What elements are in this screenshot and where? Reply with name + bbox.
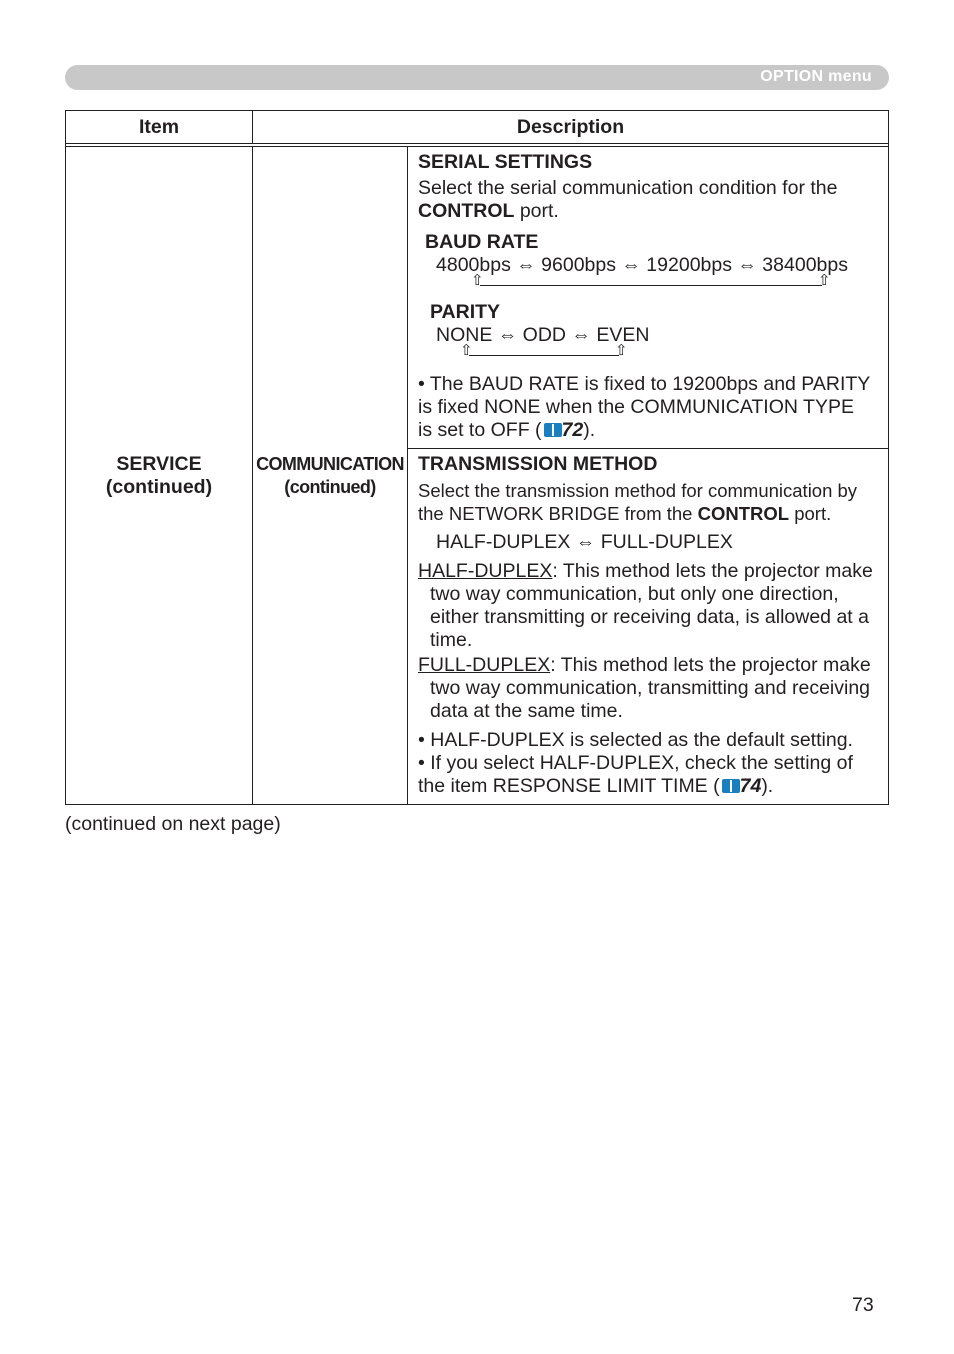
serial-settings-note: • The BAUD RATE is fixed to 19200bps and PARITY is fixed NONE when the COMMUNICATION TYPE is set to OFF ( 72). bbox=[418, 373, 871, 441]
parity-title: PARITY bbox=[430, 301, 501, 323]
baud-rate-title: BAUD RATE bbox=[425, 231, 539, 253]
column-header-description: Description bbox=[253, 111, 889, 144]
transmission-method-intro: Select the transmission method for communication by the NETWORK BRIDGE from the CONTROL port. bbox=[418, 480, 858, 524]
item-name: SERVICE bbox=[116, 452, 202, 475]
section-header-label: OPTION menu bbox=[760, 68, 872, 85]
half-duplex-definition: HALF-DUPLEX: This method lets the projector make two way communication, but only one direction, either transmitting or receiving data, is allowed at a time. bbox=[418, 560, 873, 651]
up-arrow-icon: ⇧ bbox=[471, 272, 484, 289]
subitem-name-continued: (continued) bbox=[284, 476, 376, 497]
table-header-row bbox=[66, 111, 889, 144]
page-reference-link[interactable]: 74 bbox=[739, 775, 762, 797]
page-reference-link[interactable]: 72 bbox=[561, 419, 584, 441]
parity-options: NONE ⇔ ODD ⇔ EVEN bbox=[436, 324, 650, 346]
option-menu-table bbox=[65, 110, 889, 805]
continued-note: (continued on next page) bbox=[65, 813, 281, 835]
book-icon bbox=[544, 423, 562, 437]
subitem-name: COMMUNICATION bbox=[256, 453, 404, 474]
transmission-method-description bbox=[408, 449, 889, 805]
up-arrow-icon: ⇧ bbox=[460, 342, 473, 359]
full-duplex-term: FULL-DUPLEX bbox=[418, 654, 551, 676]
book-icon bbox=[722, 779, 740, 793]
serial-settings-description bbox=[408, 147, 889, 449]
half-duplex-term: HALF-DUPLEX bbox=[418, 560, 553, 582]
column-header-item: Item bbox=[66, 111, 253, 144]
serial-settings-intro: Select the serial communication condition for the CONTROL port. bbox=[418, 177, 838, 222]
item-cell-service bbox=[66, 147, 253, 805]
parity-loop-arrow bbox=[418, 342, 882, 361]
item-name-continued: (continued) bbox=[105, 475, 213, 498]
up-arrow-icon: ⇧ bbox=[615, 342, 628, 359]
page-number: 73 bbox=[852, 1294, 874, 1316]
serial-settings-title: SERIAL SETTINGS bbox=[418, 151, 593, 173]
transmission-method-title: TRANSMISSION METHOD bbox=[418, 453, 658, 475]
loop-line bbox=[469, 355, 619, 356]
loop-line bbox=[480, 285, 822, 286]
full-duplex-definition: FULL-DUPLEX: This method lets the projector make two way communication, transmitting and receiving data at the same time. bbox=[418, 654, 871, 722]
baud-rate-options: 4800bps ⇔ 9600bps ⇔ 19200bps ⇔ 38400bps bbox=[436, 254, 848, 276]
subitem-cell-communication bbox=[253, 147, 408, 805]
transmission-options: HALF-DUPLEX ⇔ FULL-DUPLEX bbox=[436, 531, 733, 553]
serial-settings-row bbox=[66, 147, 889, 449]
up-arrow-icon: ⇧ bbox=[818, 272, 831, 289]
section-header-bar bbox=[65, 65, 889, 90]
transmission-notes: • HALF-DUPLEX is selected as the default setting. • If you select HALF-DUPLEX, check the setting of the item RESPONSE LIMIT TIME ( 74). bbox=[418, 729, 853, 797]
baud-rate-loop-arrow bbox=[418, 272, 882, 291]
